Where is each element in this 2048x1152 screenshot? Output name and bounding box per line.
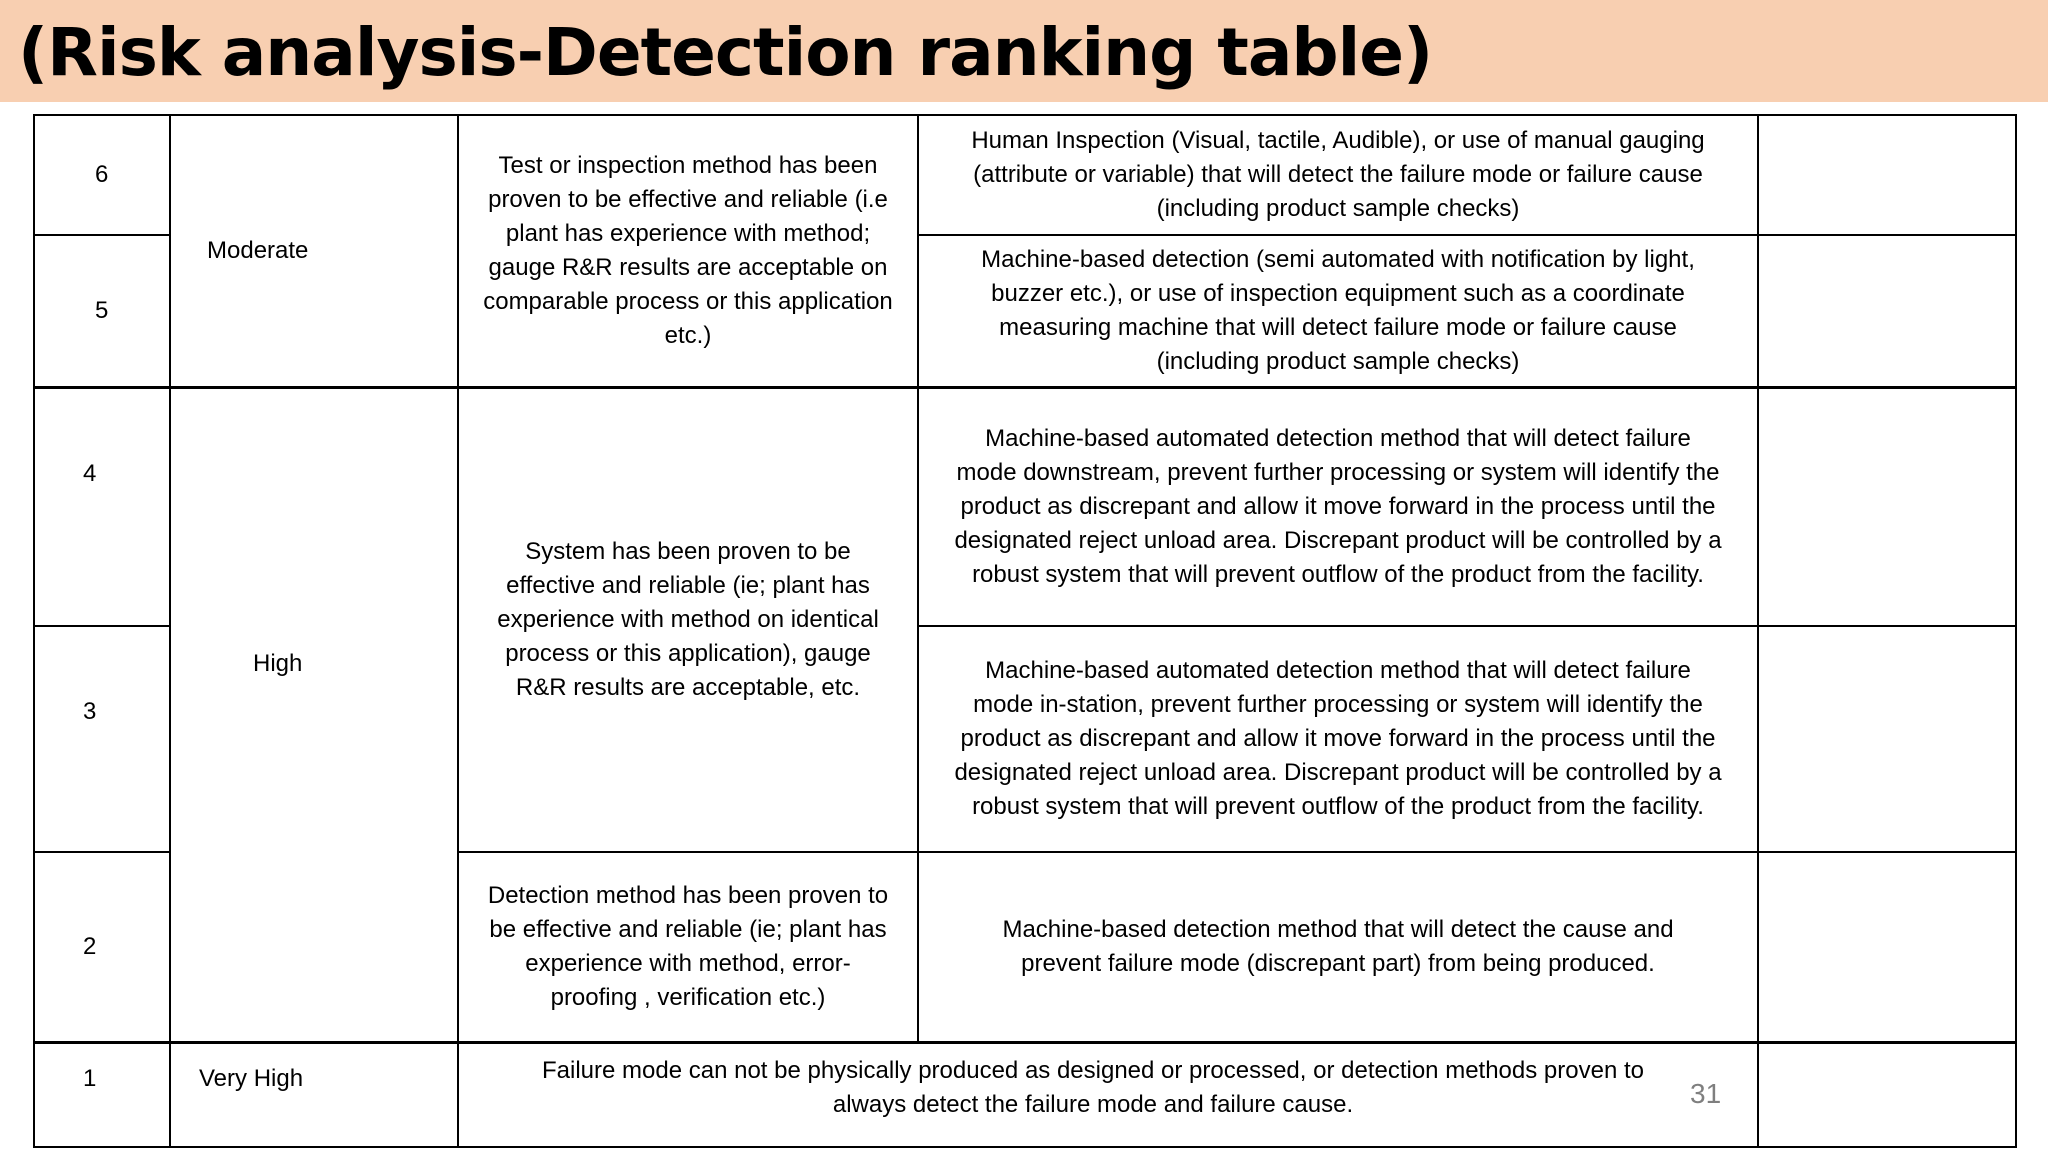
slide-title: (Risk analysis-Detection ranking table) [18,14,1433,91]
rank-cell: 3 [34,626,170,852]
rank-cell: 5 [34,235,170,387]
empty-cell [1758,626,2016,852]
detection-opportunity-cell: Machine-based automated detection method that will detect failure mode in-station, prevent further processing or system will identify the product as discrepant and allow it move forward in the process until the designated reject unload area. Discrepant product will be controlled by a robust system that will prevent outflow of the product from the facility. [918,626,1758,852]
likelihood-cell: Moderate [170,115,458,388]
detection-method-maturity-cell: System has been proven to be effective and reliable (ie; plant has experience with method on identical process or this application), gauge R&R results are acceptable, etc. [458,388,918,852]
empty-cell [1758,852,2016,1043]
empty-cell [1758,115,2016,235]
detection-opportunity-cell: Machine-based detection method that will detect the cause and prevent failure mode (discrepant part) from being produced. [918,852,1758,1043]
rank-cell: 4 [34,388,170,627]
empty-cell [1758,235,2016,387]
detection-method-maturity-cell: Test or inspection method has been proven to be effective and reliable (i.e plant has experience with method; gauge R&R results are acceptable on comparable process or this application etc.) [458,115,918,388]
table-row [34,388,2016,627]
rank-cell: 2 [34,852,170,1043]
likelihood-cell: Very High [170,1043,458,1147]
detection-combined-cell: Failure mode can not be physically produced as designed or processed, or detection methods proven to always detect the failure mode and failure cause. [458,1043,1758,1147]
empty-cell [1758,388,2016,627]
likelihood-cell: High [170,388,458,1043]
rank-cell: 6 [34,115,170,235]
detection-opportunity-cell: Machine-based automated detection method that will detect failure mode downstream, prevent further processing or system will identify the product as discrepant and allow it move forward in the process until the designated reject unload area. Discrepant product will be controlled by a robust system that will prevent outflow of the product from the facility. [918,388,1758,627]
detection-method-maturity-cell: Detection method has been proven to be effective and reliable (ie; plant has experience with method, error- proofing , verification etc.) [458,852,918,1043]
detection-ranking-table [33,114,2017,1148]
page-number: 31 [1690,1078,1722,1109]
table-row [34,115,2016,235]
empty-cell [1758,1043,2016,1147]
detection-opportunity-cell: Human Inspection (Visual, tactile, Audible), or use of manual gauging (attribute or variable) that will detect the failure mode or failure cause (including product sample checks) [918,115,1758,235]
rank-cell: 1 [34,1043,170,1147]
detection-opportunity-cell: Machine-based detection (semi automated with notification by light, buzzer etc.), or use of inspection equipment such as a coordinate measuring machine that will detect failure mode or failure cause (including product sample checks) [918,235,1758,387]
